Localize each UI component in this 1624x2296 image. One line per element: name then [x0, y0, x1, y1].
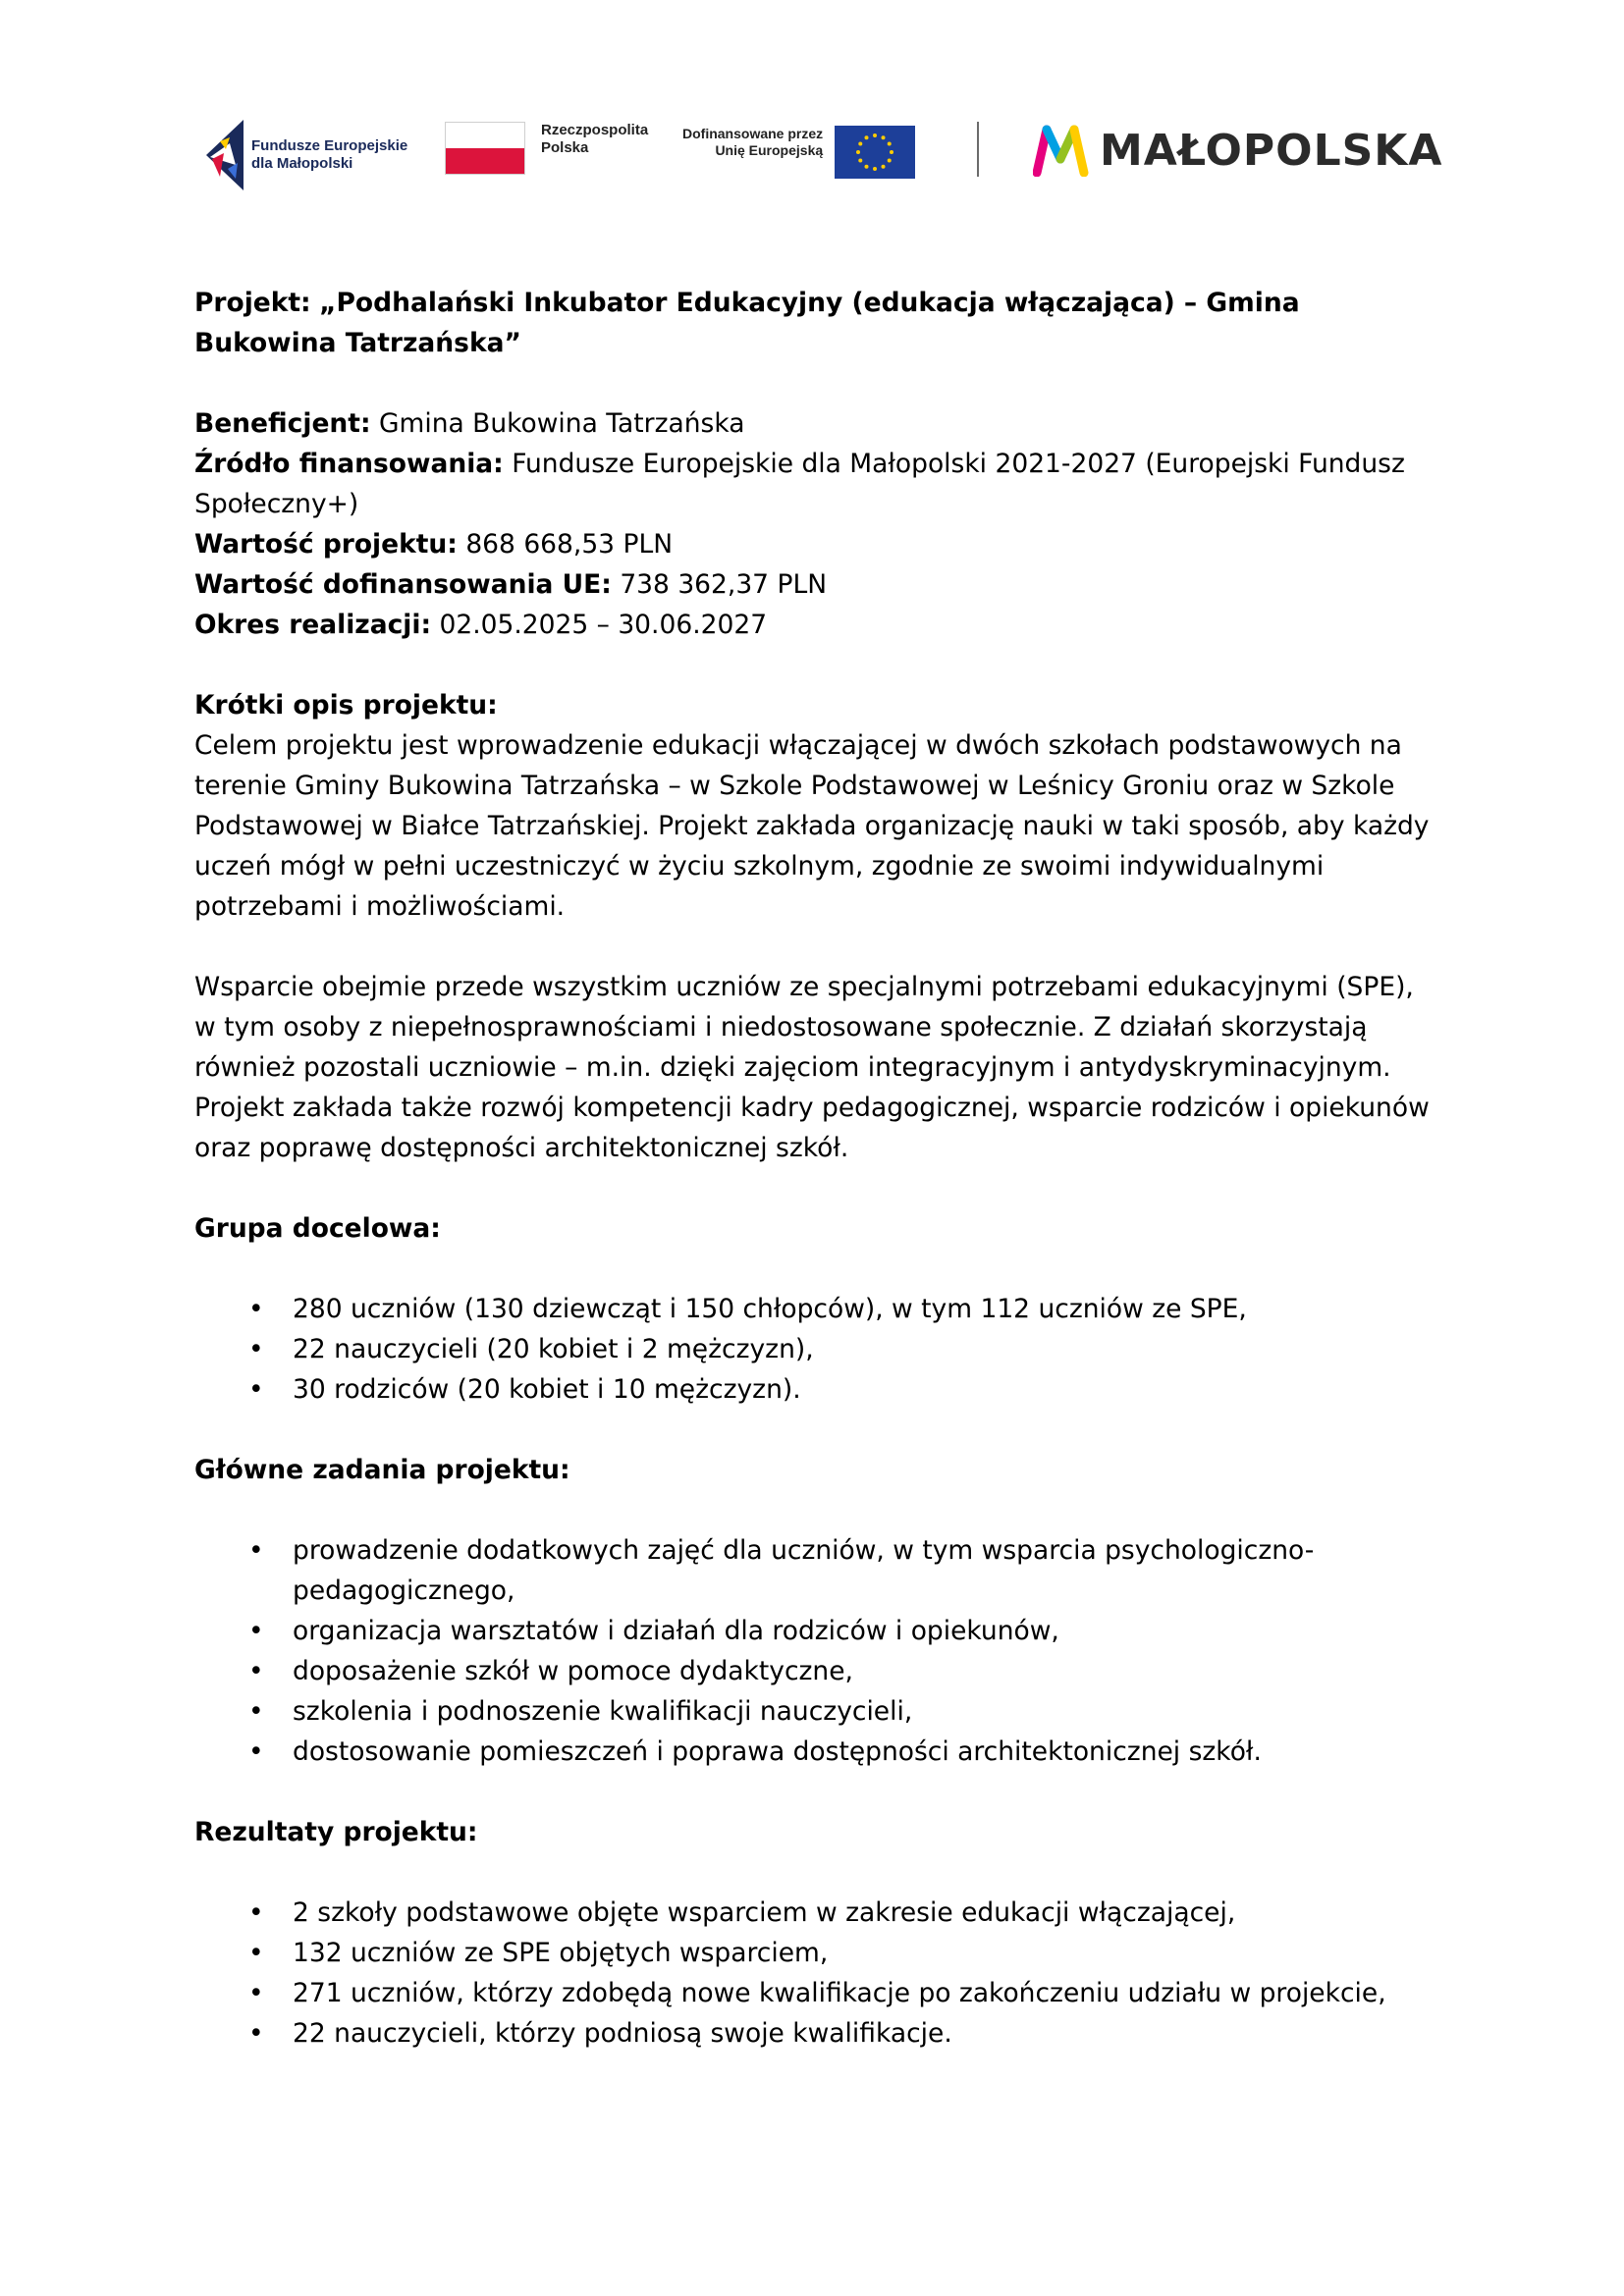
- project-title: [194, 283, 1441, 363]
- eu-star-icon: [865, 135, 869, 139]
- description-heading: Krótki opis projektu:: [194, 690, 498, 721]
- cofinancing-value: 738 362,37 PLN: [620, 569, 828, 600]
- eu-star-icon: [888, 142, 892, 146]
- eu-star-icon: [882, 165, 886, 169]
- list-item: • prowadzenie dodatkowych zajęć dla uczniów, w tym wsparcia psychologiczno-pedagogicznego,: [194, 1530, 1441, 1611]
- results-heading: Rezultaty projektu:: [194, 1817, 478, 1847]
- fe-logo-text: [251, 137, 407, 173]
- source-label: Źródło finansowania:: [194, 449, 504, 479]
- list-item: • 271 uczniów, którzy zdobędą nowe kwalifikacje po zakończeniu udziału w projekcie,: [194, 1973, 1441, 2013]
- eu-star-icon: [865, 165, 869, 169]
- list-item: • 22 nauczycieli, którzy podniosą swoje kwalifikacje.: [194, 2013, 1441, 2054]
- tasks-list: [194, 1530, 1441, 1772]
- eu-star-icon: [888, 159, 892, 163]
- list-item: • szkolenia i podnoszenie kwalifikacji nauczycieli,: [194, 1691, 1441, 1732]
- list-item: • 22 nauczycieli (20 kobiet i 2 mężczyzn),: [194, 1329, 1441, 1369]
- list-item: • 280 uczniów (130 dziewcząt i 150 chłopców), w tym 112 uczniów ze SPE,: [194, 1289, 1441, 1329]
- list-item: • dostosowanie pomieszczeń i poprawa dostępności architektonicznej szkół.: [194, 1732, 1441, 1772]
- rp-logo: [445, 122, 648, 175]
- list-item: • 2 szkoły podstawowe objęte wsparciem w zakresie edukacji włączającej,: [194, 1893, 1441, 1933]
- eu-star-icon: [858, 159, 862, 163]
- value-line: [194, 524, 1441, 564]
- project-title-label: Projekt:: [194, 288, 311, 318]
- source-value: Fundusze Europejskie dla Małopolski 2021-2027 (Europejski Fundusz Społeczny+): [194, 449, 1405, 519]
- malopolska-m-icon: [1033, 124, 1090, 177]
- logo-strip: [206, 116, 1443, 194]
- eu-star-icon: [858, 142, 862, 146]
- tasks-heading: Główne zadania projektu:: [194, 1455, 570, 1485]
- value-value: 868 668,53 PLN: [465, 529, 674, 560]
- fe-logo-line-2: dla Małopolski: [251, 155, 353, 172]
- logo-separator: [977, 122, 979, 177]
- beneficiary-label: Beneficjent:: [194, 408, 371, 439]
- period-value: 02.05.2025 – 30.06.2027: [439, 610, 768, 640]
- malopolska-logo-text: MAŁOPOLSKA: [1100, 125, 1443, 176]
- ue-logo: [682, 126, 915, 179]
- period-label: Okres realizacji:: [194, 610, 432, 640]
- cofinancing-line: [194, 564, 1441, 605]
- eu-star-icon: [882, 135, 886, 139]
- target-group-list: [194, 1289, 1441, 1410]
- eu-star-icon: [873, 167, 877, 171]
- rp-logo-line-1: Rzeczpospolita: [541, 122, 649, 138]
- ue-logo-line-2: Unię Europejską: [715, 142, 824, 158]
- eu-star-icon: [873, 133, 877, 137]
- list-item: • organizacja warsztatów i działań dla rodziców i opiekunów,: [194, 1611, 1441, 1651]
- rp-logo-line-2: Polska: [541, 139, 589, 156]
- ue-logo-text: [682, 126, 823, 159]
- document-body: [194, 283, 1441, 2054]
- list-item: • doposażenie szkół w pomoce dydaktyczne,: [194, 1651, 1441, 1691]
- fe-logo: [206, 120, 407, 190]
- list-item: • 132 uczniów ze SPE objętych wsparciem,: [194, 1933, 1441, 1973]
- malopolska-logo: [1033, 124, 1442, 177]
- project-title-value: „Podhalański Inkubator Edukacyjny (edukacja włączająca) – Gmina Bukowina Tatrzańska”: [194, 288, 1300, 358]
- results-list: [194, 1893, 1441, 2054]
- rp-logo-text: [541, 122, 648, 157]
- fe-logo-line-1: Fundusze Europejskie: [251, 137, 408, 154]
- value-label: Wartość projektu:: [194, 529, 458, 560]
- description-paragraph-2: Wsparcie obejmie przede wszystkim uczniów ze specjalnymi potrzebami edukacyjnymi (SPE), w tym osoby z niepełnosprawnościami i niedostosowane społecznie. Z działań skorzystają również pozostali uczniowie – m.in. dzięki zajęciom integracyjnym i antydyskryminacyjnym. Projekt zakłada także rozwój kompetencji kadry pedagogicznej, wsparcie rodziców i opiekunów oraz poprawę dostępności architektonicznej szkół.: [194, 972, 1430, 1163]
- eu-star-icon: [856, 150, 860, 154]
- list-item: • 30 rodziców (20 kobiet i 10 mężczyzn).: [194, 1369, 1441, 1410]
- beneficiary-line: [194, 403, 1441, 444]
- ue-logo-line-1: Dofinansowane przez: [682, 126, 824, 141]
- beneficiary-value: Gmina Bukowina Tatrzańska: [379, 408, 745, 439]
- eu-star-icon: [890, 150, 893, 154]
- cofinancing-label: Wartość dofinansowania UE:: [194, 569, 612, 600]
- description-paragraph-1: Celem projektu jest wprowadzenie edukacji włączającej w dwóch szkołach podstawowych na terenie Gminy Bukowina Tatrzańska – w Szkole Podstawowej w Leśnicy Groniu oraz w Szkole Podstawowej w Białce Tatrzańskiej. Projekt zakłada organizację nauki w taki sposób, aby każdy uczeń mógł w pełni uczestniczyć w życiu szkolnym, zgodnie ze swoimi indywidualnymi potrzebami i możliwościami.: [194, 730, 1430, 922]
- eu-flag-icon: [835, 126, 915, 179]
- period-line: [194, 605, 1441, 645]
- source-line: [194, 444, 1441, 524]
- fe-logo-icon: [206, 120, 244, 190]
- poland-flag-icon: [445, 122, 525, 175]
- target-group-heading: Grupa docelowa:: [194, 1213, 441, 1244]
